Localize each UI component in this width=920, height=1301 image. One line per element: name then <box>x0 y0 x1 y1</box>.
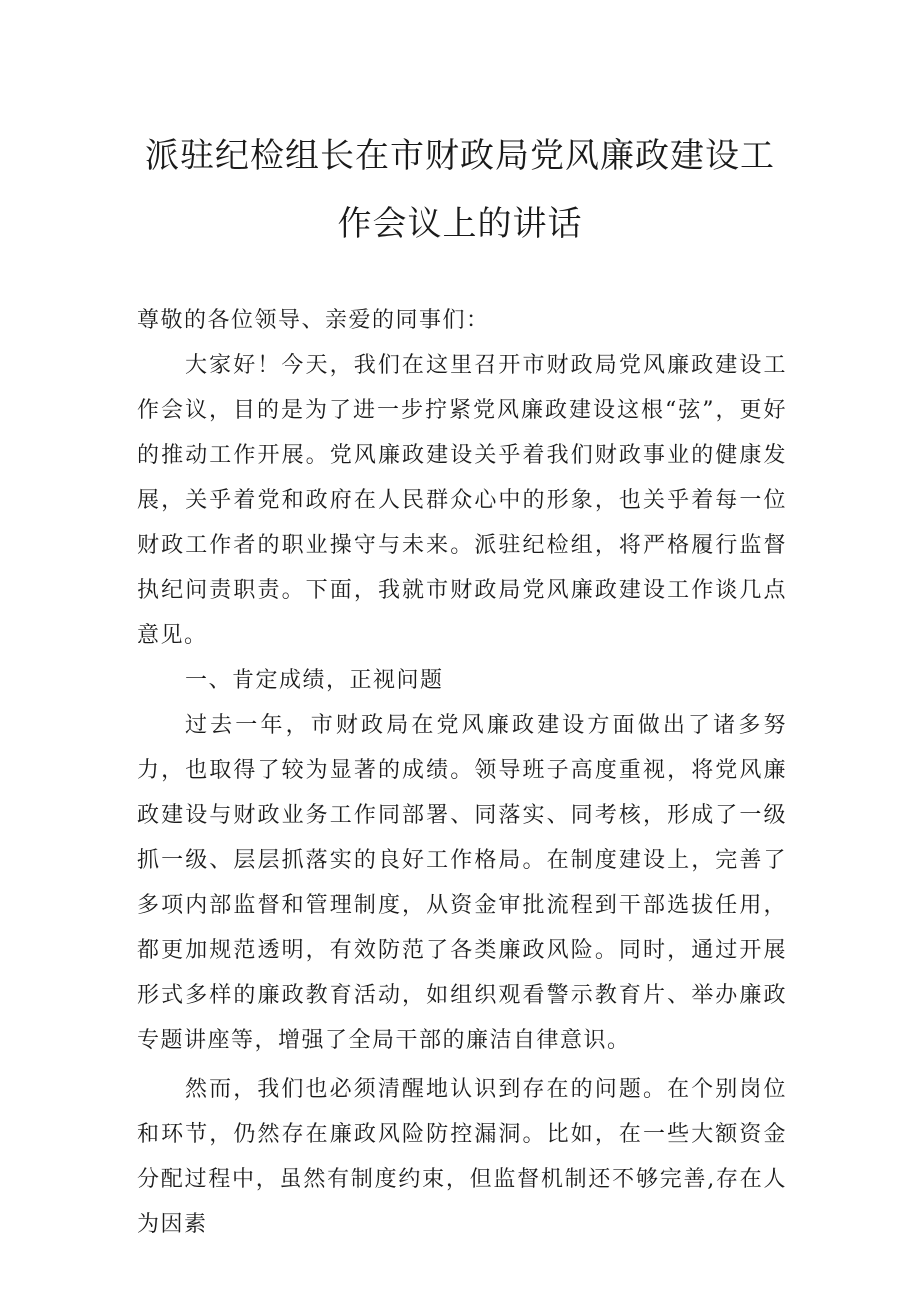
paragraph-achievements: 过去一年，市财政局在党风廉政建设方面做出了诸多努力，也取得了较为显著的成绩。领导班子高度重视，将党风廉政建设与财政业务工作同部署、同落实、同考核，形成了一级抓一级、层层抓落实的良好工作格局。在制度建设上，完善了多项内部监督和管理制度，从资金审批流程到干部选拔任用，都更加规范透明，有效防范了各类廉政风险。同时，通过开展形式多样的廉政教育活动，如组织观看警示教育片、举办廉政专题讲座等，增强了全局干部的廉洁自律意识。 <box>137 713 787 1053</box>
salutation: 尊敬的各位领导、亲爱的同事们： <box>137 308 490 333</box>
document-body <box>137 298 787 1247</box>
section-heading-1: 一、肯定成绩，正视问题 <box>185 668 444 693</box>
title-line-1: 派驻纪检组长在市财政局党风廉政建设工 <box>145 136 775 176</box>
paragraph-problems: 然而，我们也必须清醒地认识到存在的问题。在个别岗位和环节，仍然存在廉政风险防控漏洞。比如，在一些大额资金分配过程中，虽然有制度约束，但监督机制还不够完善,存在人为因素 <box>137 1077 787 1237</box>
paragraph-intro: 大家好！今天，我们在这里召开市财政局党风廉政建设工作会议，目的是为了进一步拧紧党风廉政建设这根“弦”，更好的推动工作开展。党风廉政建设关乎着我们财政事业的健康发展，关乎着党和政府在人民群众心中的形象，也关乎着每一位财政工作者的职业操守与未来。派驻纪检组，将严格履行监督执纪问责职责。下面，我就市财政局党风廉政建设工作谈几点意见。 <box>137 353 787 648</box>
title-line-2: 作会议上的讲话 <box>337 204 583 244</box>
document-title <box>100 122 820 258</box>
